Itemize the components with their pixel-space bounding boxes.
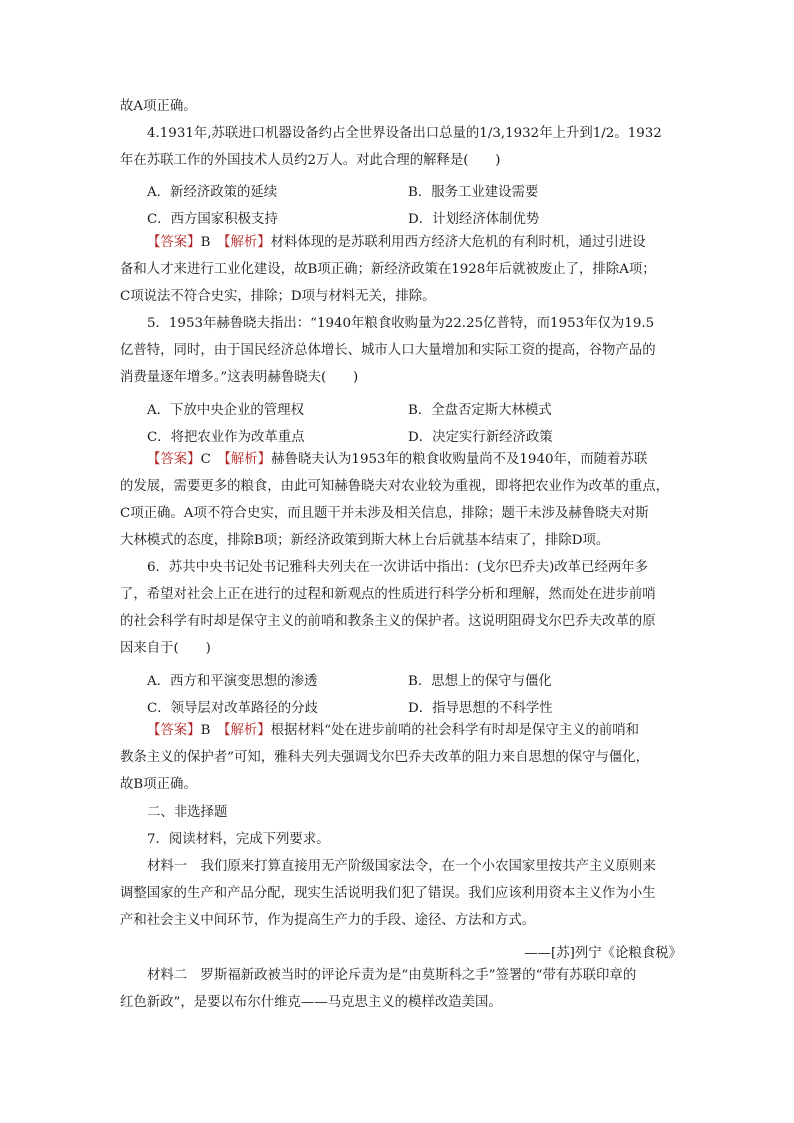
answer-tag: 【答案】 (147, 452, 201, 467)
q6-stem-line3: 的社会科学有时却是保守主义的前哨和教条主义的保护者。这说明阻碍戈尔巴乔夫改革的原 (120, 614, 656, 629)
analysis-text: 材料体现的是苏联利用西方经济大危机的有利时机，通过引进设 (270, 235, 646, 250)
q5-option-c: C．将把农业作为改革重点 (147, 430, 305, 445)
q7-material1-source: ——[苏]列宁《论粮食税》 (524, 946, 682, 961)
q4-option-a: A．新经济政策的延续 (147, 185, 278, 200)
analysis-text: 根据材料“处在进步前哨的社会科学有时却是保守主义的前哨和 (270, 723, 640, 738)
text-line: 故A项正确。 (120, 99, 197, 114)
q6-option-c: C．领导层对改革路径的分歧 (147, 701, 318, 716)
analysis-tag: 【解析】 (223, 235, 271, 250)
q5-option-a: A．下放中央企业的管理权 (147, 403, 304, 418)
q7-material2-line1: 材料二 罗斯福新政被当时的评论斥责为是“由莫斯科之手”签署的“带有苏联印章的 (147, 968, 637, 983)
q5-analysis-line2: 的发展，需要更多的粮食，由此可知赫鲁晓夫对农业较为重视，即将把农业作为改革的重点， (120, 479, 670, 494)
answer-value: B (200, 235, 211, 250)
q6-option-d: D．指导思想的不科学性 (408, 701, 553, 716)
q5-option-b: B．全盘否定斯大林模式 (408, 403, 552, 418)
q6-stem-line2: 了，希望对社会上正在进行的过程和新观点的性质进行科学分析和理解，然而处在进步前哨 (120, 587, 656, 602)
q4-analysis-line3: C项说法不符合史实，排除；D项与材料无关，排除。 (120, 289, 436, 304)
answer-value: B (200, 723, 211, 738)
q5-stem-line3: 消费量逐年增多。”这表明赫鲁晓夫( ) (120, 370, 359, 385)
q5-answer-line (147, 453, 703, 466)
q4-option-b: B．服务工业建设需要 (408, 185, 539, 200)
q6-option-a: A．西方和平演变思想的渗透 (147, 674, 318, 689)
q4-stem-line1: 4.1931年,苏联进口机器设备约占全世界设备出口总量的1/3,1932年上升到1/2。1932 (147, 126, 662, 141)
answer-tag: 【答案】 (147, 723, 201, 738)
q5-analysis-line3: C项正确。A项不符合史实，而且题干并未涉及相关信息，排除；题干未涉及赫鲁晓夫对斯 (120, 506, 649, 521)
section-heading: 二、非选择题 (147, 805, 228, 820)
analysis-tag: 【解析】 (223, 723, 271, 738)
q6-analysis-line2: 教条主义的保护者”可知，雅科夫列夫强调戈尔巴乔夫改革的阻力来自思想的保守与僵化， (120, 750, 650, 765)
q6-stem-line4: 因来自于( ) (120, 641, 211, 656)
analysis-text: 赫鲁晓夫认为1953年的粮食收购量尚不及1940年，而随着苏联 (271, 452, 648, 467)
q7-stem: 7．阅读材料，完成下列要求。 (147, 832, 330, 847)
q6-answer-line (147, 724, 703, 737)
q4-option-c: C．西方国家积极支持 (147, 212, 278, 227)
q4-answer-line (147, 236, 703, 249)
q4-stem-line2: 年在苏联工作的外国技术人员约2万人。对此合理的解释是( ) (120, 153, 501, 168)
q6-analysis-line3: 故B项正确。 (120, 777, 197, 792)
q7-material1-line2: 调整国家的生产和产品分配，现实生活说明我们犯了错误。我们应该利用资本主义作为小生 (120, 886, 656, 901)
answer-value: C (200, 452, 211, 467)
q5-analysis-line4: 大林模式的态度，排除B项；新经济政策到斯大林上台后就基本结束了，排除D项。 (120, 533, 610, 548)
q5-stem-line2: 亿普特，同时，由于国民经济总体增长、城市人口大量增加和实际工资的提高，谷物产品的 (120, 343, 656, 358)
q7-material1-line3: 产和社会主义中间环节，作为提高生产力的手段、途径、方法和方式。 (120, 913, 536, 928)
q5-option-d: D．决定实行新经济政策 (408, 430, 553, 445)
q7-material2-line2: 红色新政”，是要以布尔什维克——马克思主义的模样改造美国。 (120, 995, 502, 1010)
q4-option-d: D．计划经济体制优势 (408, 212, 540, 227)
q4-analysis-line2: 备和人才来进行工业化建设，故B项正确；新经济政策在1928年后就被废止了，排除A项； (120, 262, 656, 277)
q6-option-b: B．思想上的保守与僵化 (408, 674, 552, 689)
q5-stem-line1: 5．1953年赫鲁晓夫指出：“1940年粮食收购量为22.25亿普特，而1953年仅为19.5 (147, 316, 655, 331)
q7-material1-line1: 材料一 我们原来打算直接用无产阶级国家法令，在一个小农国家里按共产主义原则来 (147, 859, 656, 874)
q6-stem-line1: 6．苏共中央书记处书记雅科夫列夫在一次讲话中指出：(戈尔巴乔夫)改革已经两年多 (147, 560, 649, 575)
analysis-tag: 【解析】 (224, 452, 272, 467)
answer-tag: 【答案】 (147, 235, 201, 250)
